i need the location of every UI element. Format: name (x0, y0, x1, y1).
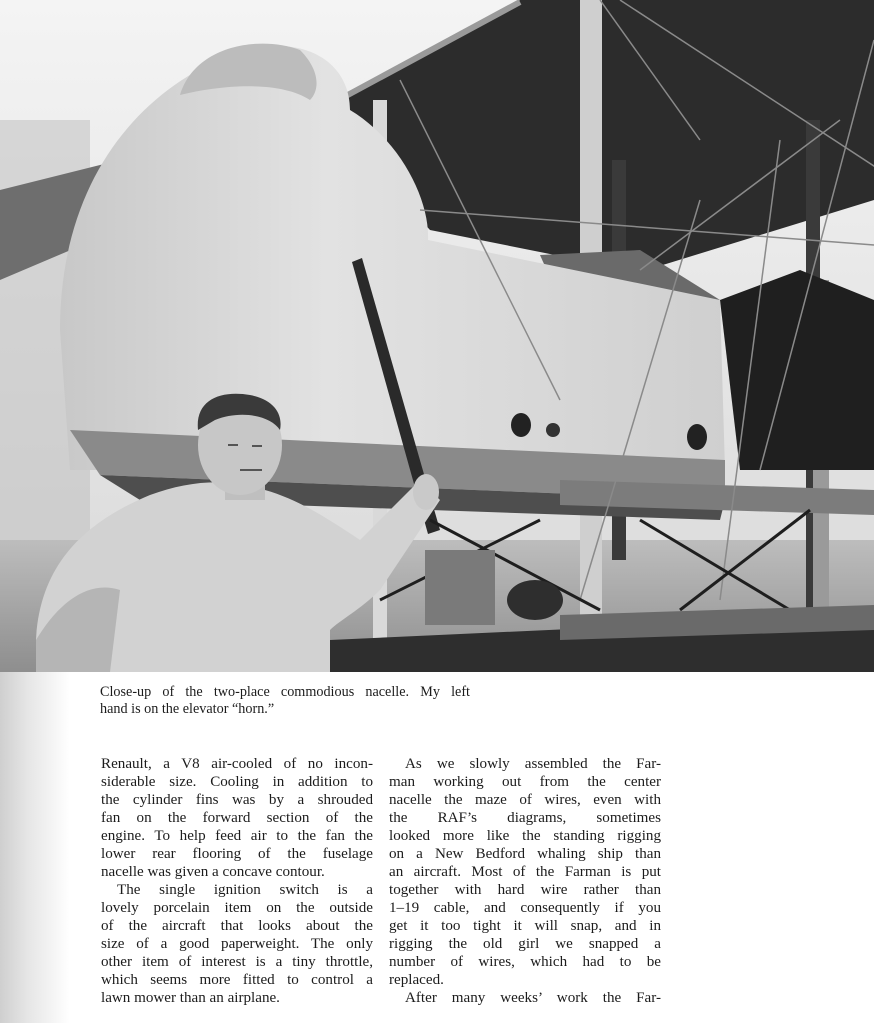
text-line: of the aircraft that looks about the (101, 918, 373, 934)
text-line: siderable size. Cooling in addition to (101, 774, 373, 790)
text-line: size of a good paperweight. The only (101, 936, 373, 952)
text-line: on a New Bedford whaling ship than (389, 846, 661, 862)
text-line: replaced. (389, 972, 444, 988)
text-line: As we slowly assembled the Far- (405, 756, 661, 772)
text-line: the RAF’s diagrams, sometimes (389, 810, 661, 826)
figure-caption (100, 684, 470, 718)
text-line: together with hard wire rather than (389, 882, 661, 898)
text-line: 1–19 cable, and consequently if you (389, 900, 661, 916)
text-line: man working out from the center (389, 774, 661, 790)
page-gutter-shadow (0, 672, 70, 1023)
text-line: nacelle the maze of wires, even with (389, 792, 661, 808)
text-line: Renault, a V8 air-cooled of no incon- (101, 756, 373, 772)
text-line: get it too tight it will snap, and in (389, 918, 661, 934)
text-line: After many weeks’ work the Far- (405, 990, 661, 1006)
text-line: rigging the old girl we snapped a (389, 936, 661, 952)
text-line: engine. To help feed air to the fan the (101, 828, 373, 844)
text-line: an aircraft. Most of the Farman is put (389, 864, 661, 880)
text-line: lovely porcelain item on the outside (101, 900, 373, 916)
text-line: fan on the forward section of the (101, 810, 373, 826)
text-line: lawn mower than an airplane. (101, 990, 280, 1006)
caption-line: Close-up of the two-place commodious nacelle. My left (100, 684, 470, 700)
text-line: lower rear flooring of the fuselage (101, 846, 373, 862)
text-line: the cylinder fins was by a shrouded (101, 792, 373, 808)
text-line: nacelle was given a concave contour. (101, 864, 325, 880)
caption-line: hand is on the elevator “horn.” (100, 701, 275, 717)
text-line: looked more like the standing rigging (389, 828, 661, 844)
text-line: which seems more fitted to control a (101, 972, 373, 988)
text-line: number of wires, which had to be (389, 954, 661, 970)
text-line: other item of interest is a tiny throttle, (101, 954, 373, 970)
body-column-left (101, 755, 373, 1007)
text-line: The single ignition switch is a (117, 882, 373, 898)
body-column-right (389, 755, 661, 1007)
